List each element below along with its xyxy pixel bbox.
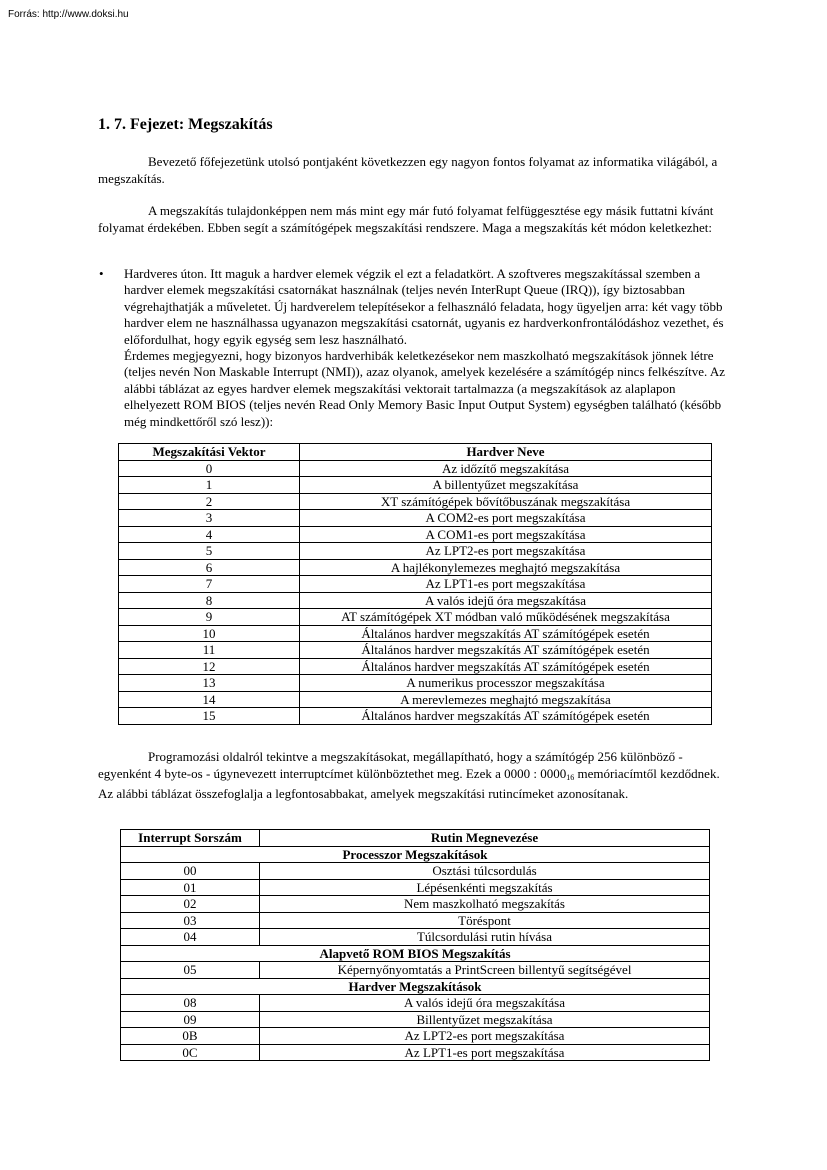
- interrupt-routine-table: [120, 829, 710, 1061]
- vector-cell: 15: [119, 708, 300, 725]
- vector-cell: 5: [119, 543, 300, 560]
- vector-cell: 11: [119, 642, 300, 659]
- vector-cell: 6: [119, 559, 300, 576]
- column-header-number: Interrupt Sorszám: [121, 830, 260, 847]
- chapter-heading: 1. 7. Fejezet: Megszakítás: [98, 116, 273, 133]
- table-row: [121, 929, 710, 946]
- vector-cell: 2: [119, 493, 300, 510]
- table-body: [121, 846, 710, 1061]
- table-row: [121, 1011, 710, 1028]
- routine-name-cell: Az LPT1-es port megszakítása: [260, 1044, 710, 1061]
- table-row: [119, 675, 712, 692]
- table-row: [119, 543, 712, 560]
- table-header-row: [119, 444, 712, 461]
- hardware-name-cell: AT számítógépek XT módban való működésének megszakítása: [300, 609, 712, 626]
- table-header-row: [121, 830, 710, 847]
- table-row: [121, 912, 710, 929]
- hardware-name-cell: Az LPT1-es port megszakítása: [300, 576, 712, 593]
- interrupt-number-cell: 09: [121, 1011, 260, 1028]
- bullet-icon: •: [99, 266, 104, 281]
- vector-cell: 9: [119, 609, 300, 626]
- routine-name-cell: A valós idejű óra megszakítása: [260, 995, 710, 1012]
- table-row: [119, 493, 712, 510]
- interrupt-number-cell: 01: [121, 879, 260, 896]
- table-row: [121, 995, 710, 1012]
- interrupt-number-cell: 03: [121, 912, 260, 929]
- table-row: [121, 879, 710, 896]
- hardware-name-cell: Az időzítő megszakítása: [300, 460, 712, 477]
- routine-name-cell: Nem maszkolható megszakítás: [260, 896, 710, 913]
- table-row: [119, 592, 712, 609]
- bullet-text: [124, 266, 730, 430]
- bullet-paragraph-1: Hardveres úton. Itt maguk a hardver elemek végzik el ezt a feladatkört. A szoftveres megszakítással szemben a hardver elemek megszakítási csatornákat használnak (teljes nevén InterRupt Queue (IRQ)), így biztosabban végrehajthatják a műveletet. Új hardverelem telepítésekor a felhasználó feladata, hogy ügyeljen arra: két vagy több hardver elem ne használhassa ugyanazon megszakítási csatornát, ugyanis ez hardverkonfrontálódáshoz vezethet, és előfordulhat, hogy egyik egység sem lesz használható.: [124, 266, 724, 347]
- interrupt-number-cell: 08: [121, 995, 260, 1012]
- definition-text: A megszakítás tulajdonképpen nem más mint egy már futó folyamat felfüggesztése egy másik futtatni kívánt folyamat érdekében. Ebben segít a számítógépek megszakítási rendszere. Maga a megszakítás két módon keletkezhet:: [98, 203, 714, 235]
- vector-cell: 7: [119, 576, 300, 593]
- table-row: [119, 708, 712, 725]
- interrupt-number-cell: 0B: [121, 1028, 260, 1045]
- definition-paragraph: [98, 203, 728, 236]
- vector-cell: 3: [119, 510, 300, 527]
- routine-name-cell: Lépésenkénti megszakítás: [260, 879, 710, 896]
- table-row: [119, 658, 712, 675]
- vector-cell: 0: [119, 460, 300, 477]
- subscript-base: 16: [566, 772, 575, 782]
- hardware-name-cell: A valós idejű óra megszakítása: [300, 592, 712, 609]
- hardware-name-cell: Általános hardver megszakítás AT számítógépek esetén: [300, 625, 712, 642]
- hardware-name-cell: Általános hardver megszakítás AT számítógépek esetén: [300, 642, 712, 659]
- table-row: [119, 510, 712, 527]
- vector-cell: 14: [119, 691, 300, 708]
- routine-name-cell: Az LPT2-es port megszakítása: [260, 1028, 710, 1045]
- table-row: [121, 1044, 710, 1061]
- routine-name-cell: Billentyűzet megszakítása: [260, 1011, 710, 1028]
- programming-text-b: memóriacímtől kezdődnek. Az alábbi táblázat összefoglalja a legfontosabbakat, amelyek megszakítási rutincímeket azonosítanak.: [98, 765, 720, 801]
- routine-name-cell: Töréspont: [260, 912, 710, 929]
- programming-text-a: Programozási oldalról tekintve a megszakításokat, megállapítható, hogy a számítógép 256 különböző - egyenként 4 byte-os - úgynevezett interruptcímet különböztethet meg. Ezek a 0000 : 0000: [98, 749, 683, 781]
- vector-cell: 10: [119, 625, 300, 642]
- interrupt-number-cell: 04: [121, 929, 260, 946]
- hardware-name-cell: A numerikus processzor megszakítása: [300, 675, 712, 692]
- table-group-row: [121, 945, 710, 962]
- routine-name-cell: Túlcsordulási rutin hívása: [260, 929, 710, 946]
- vector-cell: 4: [119, 526, 300, 543]
- interrupt-number-cell: 05: [121, 962, 260, 979]
- table-body: [119, 460, 712, 724]
- interrupt-number-cell: 00: [121, 863, 260, 880]
- routine-name-cell: Osztási túlcsordulás: [260, 863, 710, 880]
- hardware-name-cell: A COM2-es port megszakítása: [300, 510, 712, 527]
- table-group-row: [121, 846, 710, 863]
- column-header-vector: Megszakítási Vektor: [119, 444, 300, 461]
- table-row: [119, 477, 712, 494]
- programming-paragraph: [98, 749, 728, 803]
- table-row: [119, 642, 712, 659]
- hardware-name-cell: A hajlékonylemezes meghajtó megszakítása: [300, 559, 712, 576]
- vector-cell: 13: [119, 675, 300, 692]
- routine-name-cell: Képernyőnyomtatás a PrintScreen billentyű segítségével: [260, 962, 710, 979]
- table-row: [119, 625, 712, 642]
- table-row: [121, 896, 710, 913]
- group-title: Hardver Megszakítások: [121, 978, 710, 995]
- table-row: [121, 962, 710, 979]
- column-header-routine: Rutin Megnevezése: [260, 830, 710, 847]
- table-row: [119, 691, 712, 708]
- intro-paragraph: [98, 154, 728, 187]
- group-title: Alapvető ROM BIOS Megszakítás: [121, 945, 710, 962]
- group-title: Processzor Megszakítások: [121, 846, 710, 863]
- table-row: [119, 609, 712, 626]
- hardware-name-cell: A billentyűzet megszakítása: [300, 477, 712, 494]
- hardware-name-cell: XT számítógépek bővítőbuszának megszakítása: [300, 493, 712, 510]
- table-group-row: [121, 978, 710, 995]
- table-row: [119, 526, 712, 543]
- table-row: [119, 559, 712, 576]
- source-note: Forrás: http://www.doksi.hu: [8, 9, 129, 20]
- interrupt-number-cell: 0C: [121, 1044, 260, 1061]
- hardware-name-cell: Az LPT2-es port megszakítása: [300, 543, 712, 560]
- interrupt-number-cell: 02: [121, 896, 260, 913]
- hardware-name-cell: Általános hardver megszakítás AT számítógépek esetén: [300, 708, 712, 725]
- intro-text: Bevezető főfejezetünk utolsó pontjaként következzen egy nagyon fontos folyamat az informatika világából, a megszakítás.: [98, 154, 718, 186]
- hardware-name-cell: Általános hardver megszakítás AT számítógépek esetén: [300, 658, 712, 675]
- column-header-hardware: Hardver Neve: [300, 444, 712, 461]
- bullet-paragraph-2: Érdemes megjegyezni, hogy bizonyos hardverhibák keletkezésekor nem maszkolható megszakítások jönnek létre (teljes nevén Non Maskable Interrupt (NMI)), azaz olyanok, amelyek kezelésére a számítógép nincs felkészítve. Az alábbi táblázat az egyes hardver elemek megszakítási vektorait tartalmazza (a megszakítások az alaplapon elhelyezett ROM BIOS (teljes nevén Read Only Memory Basic Input Output System) egységben található (később még mindkettőről szó lesz)):: [124, 348, 726, 429]
- hardware-name-cell: A merevlemezes meghajtó megszakítása: [300, 691, 712, 708]
- table-row: [121, 1028, 710, 1045]
- table-row: [121, 863, 710, 880]
- vector-cell: 8: [119, 592, 300, 609]
- table-row: [119, 576, 712, 593]
- vector-cell: 12: [119, 658, 300, 675]
- vector-cell: 1: [119, 477, 300, 494]
- table-row: [119, 460, 712, 477]
- interrupt-vector-table: [118, 443, 712, 725]
- hardware-name-cell: A COM1-es port megszakítása: [300, 526, 712, 543]
